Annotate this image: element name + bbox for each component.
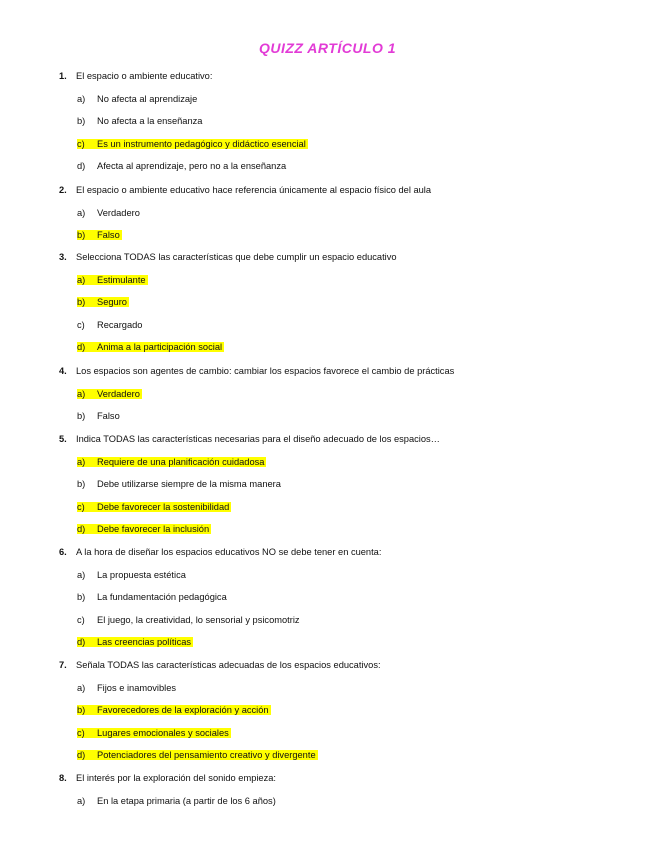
answer-content [77, 161, 286, 171]
question-number: 4. [59, 366, 67, 376]
highlighted-answer [77, 457, 266, 467]
answer-option [77, 749, 318, 761]
answer-text: Lugares emocionales y sociales [97, 727, 229, 738]
answer-text: Verdadero [97, 207, 140, 218]
answer-text: No afecta al aprendizaje [97, 93, 198, 104]
highlighted-answer [77, 275, 148, 285]
answer-option [77, 274, 148, 286]
highlighted-answer [77, 139, 308, 149]
answer-letter: b) [77, 297, 86, 308]
answer-text: No afecta a la enseñanza [97, 116, 203, 127]
highlighted-answer [77, 297, 129, 307]
answer-option [77, 636, 193, 648]
question-4 [59, 365, 454, 377]
answer-content [77, 320, 142, 330]
answer-text: Es un instrumento pedagógico y didáctico esencial [97, 138, 306, 149]
answer-content [77, 479, 281, 489]
question-2 [59, 184, 431, 196]
answer-letter: c) [77, 138, 85, 149]
answer-text: Estimulante [97, 274, 146, 285]
highlighted-answer [77, 728, 231, 738]
highlighted-answer [77, 705, 271, 715]
question-number: 8. [59, 773, 67, 783]
answer-letter: a) [77, 207, 86, 218]
question-8 [59, 772, 276, 784]
answer-option [77, 478, 281, 490]
answer-text: Debe favorecer la inclusión [97, 524, 210, 535]
answer-content [77, 411, 120, 421]
answer-letter: d) [77, 750, 86, 761]
answer-text: Verdadero [97, 388, 140, 399]
answer-letter: c) [77, 319, 85, 330]
answer-option [77, 93, 197, 105]
highlighted-answer [77, 230, 122, 240]
question-number: 7. [59, 660, 67, 670]
answer-option [77, 727, 231, 739]
highlighted-answer [77, 389, 142, 399]
answer-option [77, 319, 142, 331]
answer-text: Seguro [97, 297, 127, 308]
answer-option [77, 229, 122, 241]
question-text: El espacio o ambiente educativo: [76, 71, 213, 81]
answer-option [77, 138, 308, 150]
answer-letter: c) [77, 614, 85, 625]
answer-option [77, 388, 142, 400]
answer-option [77, 296, 129, 308]
answer-text: El juego, la creatividad, lo sensorial y psicomotriz [97, 614, 300, 625]
answer-letter: b) [77, 705, 86, 716]
question-text: Selecciona TODAS las características que debe cumplir un espacio educativo [76, 252, 397, 262]
answer-content [77, 570, 186, 580]
question-text: El interés por la exploración del sonido empieza: [76, 773, 276, 783]
answer-letter: b) [77, 230, 86, 241]
answer-option [77, 410, 120, 422]
answer-content [77, 615, 300, 625]
answer-content [77, 208, 140, 218]
page-title: QUIZZ ARTÍCULO 1 [258, 40, 397, 56]
answer-option [77, 115, 202, 127]
answer-text: Afecta al aprendizaje, pero no a la enseñanza [97, 161, 287, 172]
highlighted-answer [77, 637, 193, 647]
highlighted-answer [77, 342, 224, 352]
answer-text: En la etapa primaria (a partir de los 6 años) [97, 795, 276, 806]
answer-letter: d) [77, 524, 86, 535]
answer-letter: c) [77, 727, 85, 738]
answer-option [77, 614, 300, 626]
question-text: El espacio o ambiente educativo hace referencia únicamente al espacio físico del aula [76, 185, 432, 195]
answer-text: Las creencias políticas [97, 637, 192, 648]
answer-text: La propuesta estética [97, 569, 186, 580]
question-6 [59, 546, 381, 558]
question-1 [59, 70, 212, 82]
answer-text: Debe utilizarse siempre de la misma manera [97, 479, 281, 490]
question-number: 2. [59, 185, 67, 195]
highlighted-answer [77, 502, 231, 512]
question-text: A la hora de diseñar los espacios educativos NO se debe tener en cuenta: [76, 547, 382, 557]
answer-text: Favorecedores de la exploración y acción [97, 705, 269, 716]
answer-letter: a) [77, 388, 86, 399]
answer-text: Requiere de una planificación cuidadosa [97, 456, 265, 467]
answer-text: Recargado [97, 319, 143, 330]
answer-content [77, 592, 227, 602]
question-number: 1. [59, 71, 67, 81]
answer-letter: c) [77, 501, 85, 512]
answer-letter: b) [77, 592, 86, 603]
answer-text: La fundamentación pedagógica [97, 592, 227, 603]
answer-content [77, 796, 276, 806]
answer-letter: b) [77, 116, 86, 127]
answer-text: Falso [97, 411, 120, 422]
answer-option [77, 523, 211, 535]
highlighted-answer [77, 750, 318, 760]
answer-letter: a) [77, 93, 86, 104]
answer-letter: d) [77, 342, 86, 353]
answer-content [77, 94, 197, 104]
answer-option [77, 501, 231, 513]
answer-content [77, 683, 176, 693]
question-text: Indica TODAS las características necesarias para el diseño adecuado de los espacios… [76, 434, 440, 444]
answer-letter: a) [77, 682, 86, 693]
answer-option [77, 795, 276, 807]
answer-text: Potenciadores del pensamiento creativo y divergente [97, 750, 316, 761]
question-5 [59, 433, 440, 445]
answer-option [77, 207, 140, 219]
answer-option [77, 704, 271, 716]
question-number: 5. [59, 434, 67, 444]
question-number: 3. [59, 252, 67, 262]
question-3 [59, 251, 397, 263]
answer-letter: a) [77, 456, 86, 467]
answer-option [77, 456, 266, 468]
answer-content [77, 116, 202, 126]
answer-letter: d) [77, 637, 86, 648]
question-7 [59, 659, 381, 671]
answer-letter: a) [77, 569, 86, 580]
answer-option [77, 160, 286, 172]
answer-option [77, 682, 176, 694]
question-text: Los espacios son agentes de cambio: cambiar los espacios favorece el cambio de prácticas [76, 366, 455, 376]
answer-text: Falso [97, 230, 120, 241]
highlighted-answer [77, 524, 211, 534]
answer-option [77, 569, 186, 581]
answer-letter: a) [77, 795, 86, 806]
question-text: Señala TODAS las características adecuadas de los espacios educativos: [76, 660, 381, 670]
answer-text: Debe favorecer la sostenibilidad [97, 501, 230, 512]
answer-text: Fijos e inamovibles [97, 682, 177, 693]
answer-letter: a) [77, 274, 86, 285]
answer-letter: b) [77, 411, 86, 422]
question-number: 6. [59, 547, 67, 557]
answer-option [77, 591, 227, 603]
answer-text: Anima a la participación social [97, 342, 223, 353]
answer-letter: b) [77, 479, 86, 490]
answer-option [77, 341, 224, 353]
answer-letter: d) [77, 161, 86, 172]
